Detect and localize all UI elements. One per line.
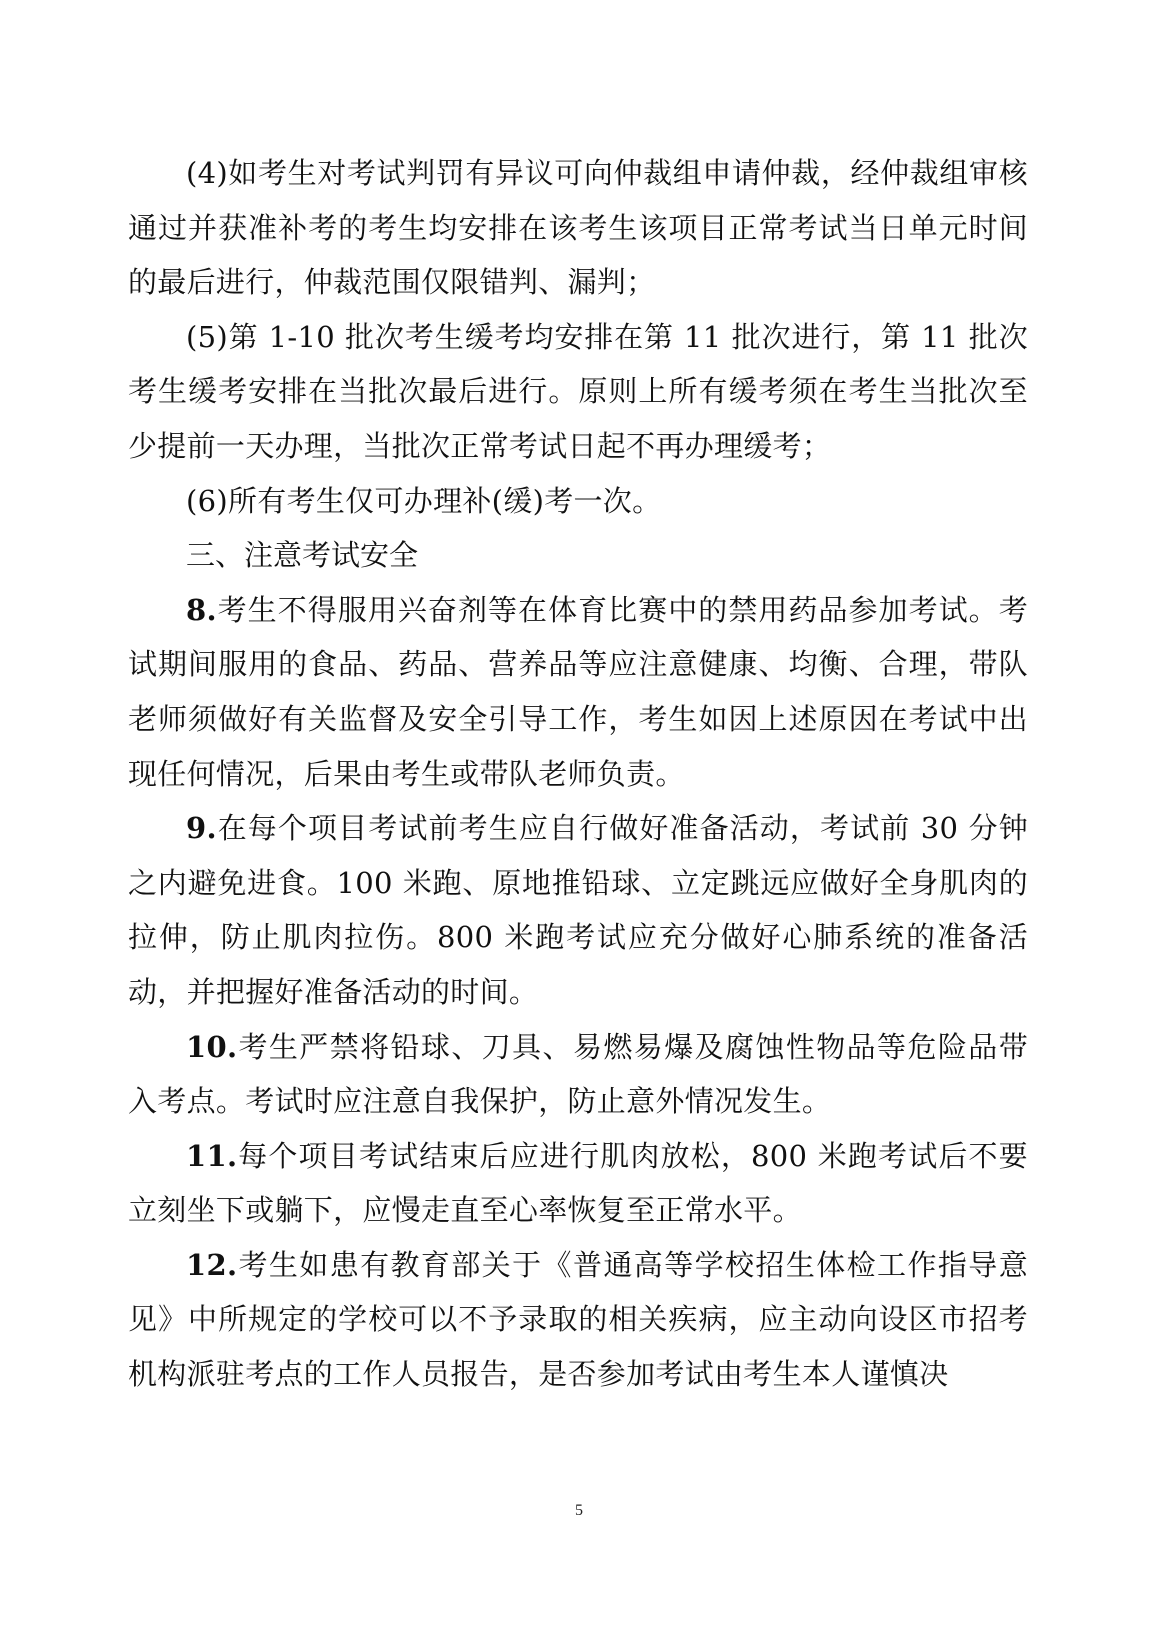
rule-item-10 <box>128 1020 1028 1129</box>
paragraph-text: (5)第 1-10 批次考生缓考均安排在第 11 批次进行，第 11 批次考生缓考安排在当批次最后进行。原则上所有缓考须在考生当批次至少提前一天办理，当批次正常考试日起不再办理缓考； <box>128 319 1028 463</box>
rule-text: 考生严禁将铅球、刀具、易燃易爆及腐蚀性物品等危险品带入考点。考试时应注意自我保护，防止意外情况发生。 <box>128 1029 1028 1119</box>
rule-item-11 <box>128 1129 1028 1238</box>
paragraph-text: (6)所有考生仅可办理补(缓)考一次。 <box>186 483 662 518</box>
rule-item-8 <box>128 583 1028 801</box>
rule-item-9 <box>128 801 1028 1019</box>
rule-text: 考生如患有教育部关于《普通高等学校招生体检工作指导意见》中所规定的学校可以不予录取的相关疾病，应主动向设区市招考机构派驻考点的工作人员报告，是否参加考试由考生本人谨慎决 <box>128 1247 1028 1392</box>
document-body <box>128 146 1028 1402</box>
rule-number: 12. <box>186 1247 238 1282</box>
section-heading: 三、注意考试安全 <box>186 538 419 573</box>
rule-text: 在每个项目考试前考生应自行做好准备活动，考试前 30 分钟之内避免进食。100 米跑、原地推铅球、立定跳远应做好全身肌肉的拉伸，防止肌肉拉伤。800 米跑考试应充分做好心肺系统的准备活动，并把握好准备活动的时间。 <box>128 811 1028 1009</box>
rule-item-12 <box>128 1238 1028 1402</box>
rule-text: 每个项目考试结束后应进行肌肉放松，800 米跑考试后不要立刻坐下或躺下，应慢走直至心率恢复至正常水平。 <box>128 1138 1028 1228</box>
paragraph-item-4 <box>128 146 1028 310</box>
rule-number: 10. <box>186 1029 238 1064</box>
paragraph-text: (4)如考生对考试判罚有异议可向仲裁组申请仲裁，经仲裁组审核通过并获准补考的考生均安排在该考生该项目正常考试当日单元时间的最后进行，仲裁范围仅限错判、漏判； <box>128 156 1028 300</box>
rule-number: 8. <box>186 592 217 627</box>
rule-number: 11. <box>186 1138 238 1173</box>
page-number: 5 <box>575 1502 583 1519</box>
paragraph-item-5 <box>128 310 1028 474</box>
rule-number: 9. <box>186 811 217 846</box>
rule-text: 考生不得服用兴奋剂等在体育比赛中的禁用药品参加考试。考试期间服用的食品、药品、营养品等应注意健康、均衡、合理，带队老师须做好有关监督及安全引导工作，考生如因上述原因在考试中出现任何情况，后果由考生或带队老师负责。 <box>128 592 1028 791</box>
paragraph-item-6 <box>128 474 1028 529</box>
